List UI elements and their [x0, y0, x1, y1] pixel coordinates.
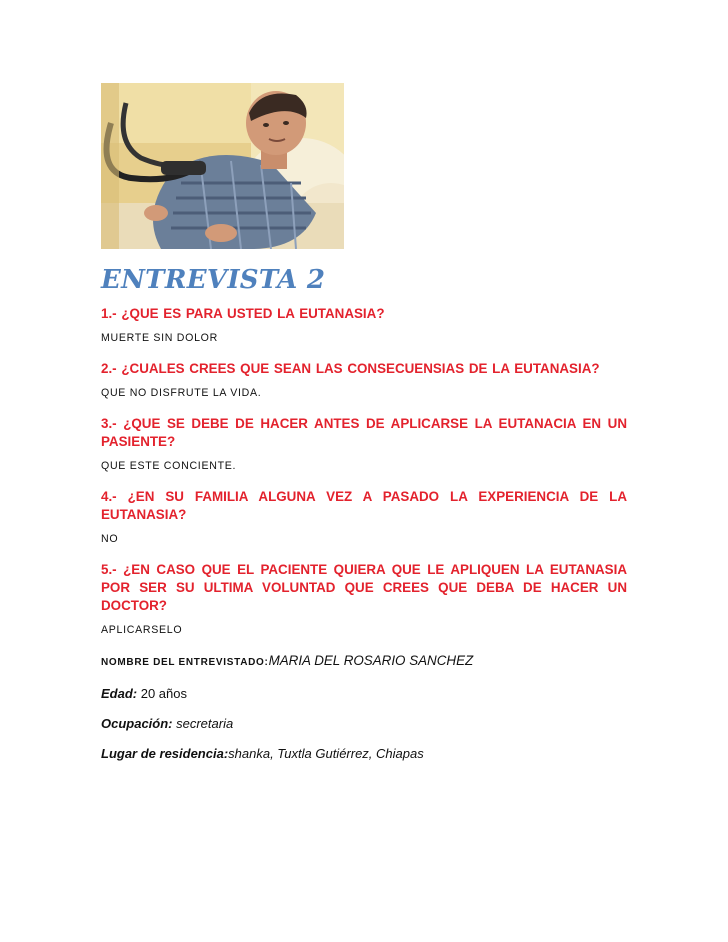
interviewee-occupation-value: secretaria	[172, 716, 234, 731]
question-5: 5.- ¿EN CASO QUE EL PACIENTE QUIERA QUE LE APLIQUEN LA EUTANASIA POR SER SU ULTIMA VOLUNTAD QUE CREES QUE DEBA DE HACER UN DOCTOR?	[101, 562, 627, 613]
answer-1: MUERTE SIN DOLOR	[101, 332, 218, 344]
answer-2: QUE NO DISFRUTE LA VIDA.	[101, 387, 262, 399]
patient-photo-icon	[101, 83, 344, 249]
question-1: 1.- ¿QUE ES PARA USTED LA EUTANASIA?	[101, 306, 385, 321]
interviewee-occupation-line	[101, 715, 627, 733]
qa-item-3	[101, 415, 627, 473]
interviewee-occupation-label: Ocupación:	[101, 716, 173, 731]
question-3: 3.- ¿QUE SE DEBE DE HACER ANTES DE APLICARSE LA EUTANACIA EN UN PASIENTE?	[101, 416, 627, 449]
interviewee-residence-label: Lugar de residencia:	[101, 746, 229, 761]
interviewee-name-value: MARIA DEL ROSARIO SANCHEZ	[268, 653, 474, 668]
interviewee-name-label: NOMBRE DEL ENTREVISTADO:	[101, 657, 269, 668]
answer-4: NO	[101, 533, 119, 545]
document-title: ENTREVISTA 2	[101, 265, 326, 295]
qa-item-5	[101, 561, 627, 637]
qa-item-2	[101, 360, 627, 400]
question-2: 2.- ¿CUALES CREES QUE SEAN LAS CONSECUENSIAS DE LA EUTANASIA?	[101, 361, 600, 376]
interviewee-age-value: 20 años	[137, 686, 187, 701]
interviewee-age-label: Edad:	[101, 686, 138, 701]
answer-5: APLICARSELO	[101, 624, 183, 636]
interviewee-residence-line	[101, 745, 627, 763]
qa-item-1	[101, 305, 627, 345]
qa-item-4	[101, 488, 627, 546]
interviewee-name-line	[101, 652, 627, 672]
interviewee-residence-value: shanka, Tuxtla Gutiérrez, Chiapas	[228, 746, 424, 761]
question-4: 4.- ¿EN SU FAMILIA ALGUNA VEZ A PASADO LA EXPERIENCIA DE LA EUTANASIA?	[101, 489, 627, 522]
document-content	[101, 264, 627, 775]
interviewee-age-line	[101, 685, 627, 703]
answer-3: QUE ESTE CONCIENTE.	[101, 460, 237, 472]
